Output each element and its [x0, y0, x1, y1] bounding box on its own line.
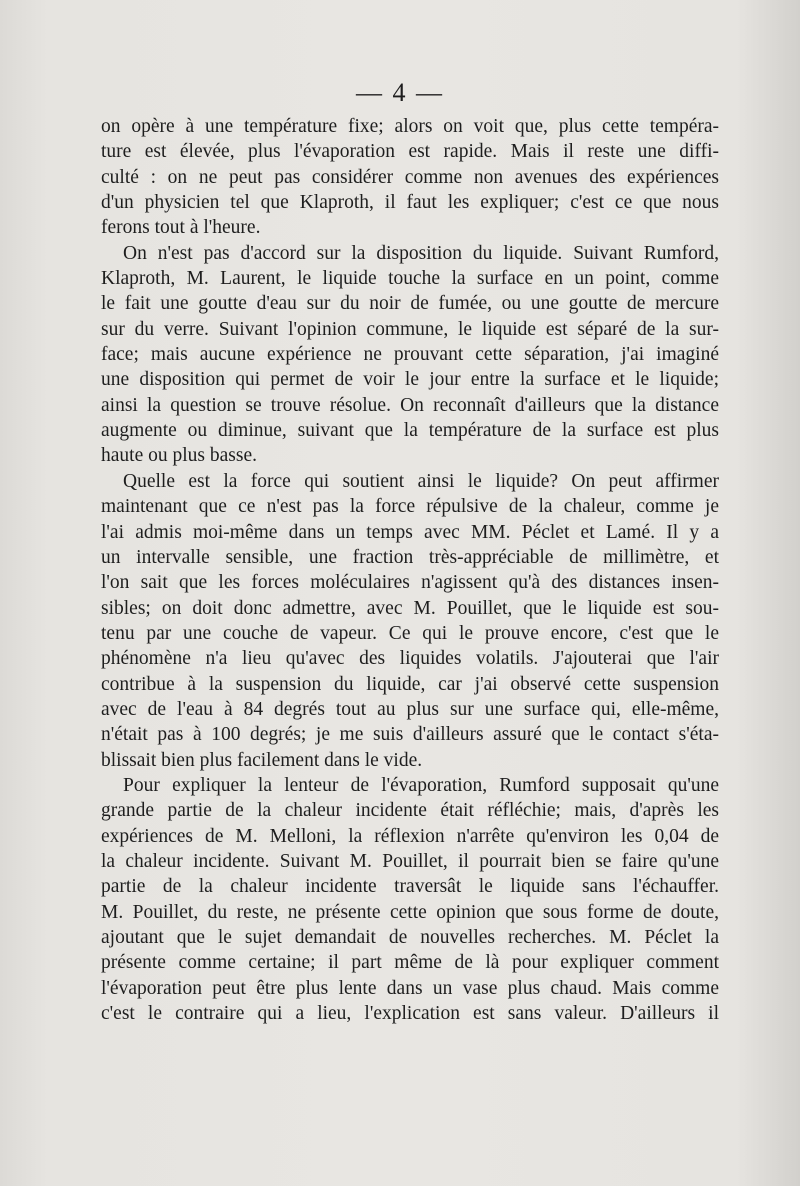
text-line: Pour expliquer la lenteur de l'évaporation, Rumford supposait qu'une: [123, 774, 719, 796]
text-line: augmente ou diminue, suivant que la température de la surface est plus: [101, 420, 719, 442]
text-line: grande partie de la chaleur incidente était réfléchie; mais, d'après les: [101, 800, 719, 822]
text-line: contribue à la suspension du liquide, car j'ai observé cette suspension: [101, 673, 719, 695]
text-line: blissait bien plus facilement dans le vide.: [101, 749, 423, 771]
text-line: phénomène n'a lieu qu'avec des liquides volatils. J'ajouterai que l'air: [101, 648, 719, 670]
text-line: M. Pouillet, du reste, ne présente cette opinion que sous forme de doute,: [101, 901, 719, 923]
text-line: Quelle est la force qui soutient ainsi le liquide? On peut affirmer: [123, 470, 719, 492]
text-line: l'ai admis moi-même dans un temps avec MM. Péclet et Lamé. Il y a: [101, 521, 719, 543]
text-line: le fait une goutte d'eau sur du noir de fumée, ou une goutte de mercure: [101, 293, 719, 315]
text-line: avec de l'eau à 84 degrés tout au plus sur une surface qui, elle-même,: [101, 698, 719, 720]
text-line: Klaproth, M. Laurent, le liquide touche la surface en un point, comme: [101, 268, 719, 290]
text-line: culté : on ne peut pas considérer comme non avenues des expériences: [101, 166, 719, 188]
text-line: haute ou plus basse.: [101, 445, 257, 467]
text-line: d'un physicien tel que Klaproth, il faut les expliquer; c'est ce que nous: [101, 192, 719, 214]
text-line: c'est le contraire qui a lieu, l'explication est sans valeur. D'ailleurs il: [101, 1003, 719, 1025]
text-line: On n'est pas d'accord sur la disposition du liquide. Suivant Rumford,: [123, 242, 719, 264]
text-line: un intervalle sensible, une fraction très-appréciable de millimètre, et: [101, 546, 719, 568]
text-line: expériences de M. Melloni, la réflexion n'arrête qu'environ les 0,04 de: [101, 825, 719, 847]
page-number: — 4 —: [356, 78, 444, 107]
text-line: sur du verre. Suivant l'opinion commune, le liquide est séparé de la sur-: [101, 318, 719, 340]
text-line: ainsi la question se trouve résolue. On reconnaît d'ailleurs que la distance: [101, 394, 719, 416]
text-line: ferons tout à l'heure.: [101, 217, 261, 239]
text-line: tenu par une couche de vapeur. Ce qui le prouve encore, c'est que le: [101, 622, 719, 644]
text-line: présente comme certaine; il part même de là pour expliquer comment: [101, 952, 719, 974]
text-line: partie de la chaleur incidente traversât le liquide sans l'échauffer.: [101, 876, 719, 898]
text-line: la chaleur incidente. Suivant M. Pouillet, il pourrait bien se faire qu'une: [101, 850, 719, 872]
text-line: n'était pas à 100 degrés; je me suis d'ailleurs assuré que le contact s'éta-: [101, 724, 719, 746]
body-text: [101, 114, 719, 1026]
text-line: on opère à une température fixe; alors on voit que, plus cette tempéra-: [101, 116, 719, 137]
text-line: ture est élevée, plus l'évaporation est rapide. Mais il reste une diffi-: [101, 141, 719, 163]
text-line: sibles; on doit donc admettre, avec M. Pouillet, que le liquide est sou-: [101, 597, 719, 619]
text-line: ajoutant que le sujet demandait de nouvelles recherches. M. Péclet la: [101, 927, 719, 948]
text-line: maintenant que ce n'est pas la force répulsive de la chaleur, comme je: [101, 496, 719, 518]
text-line: face; mais aucune expérience ne prouvant cette séparation, j'ai imaginé: [101, 344, 719, 366]
text-line: une disposition qui permet de voir le jour entre la surface et le liquide;: [101, 369, 719, 391]
text-line: l'on sait que les forces moléculaires n'agissent qu'à des distances insen-: [101, 572, 719, 594]
text-line: l'évaporation peut être plus lente dans un vase plus chaud. Mais comme: [101, 977, 719, 999]
